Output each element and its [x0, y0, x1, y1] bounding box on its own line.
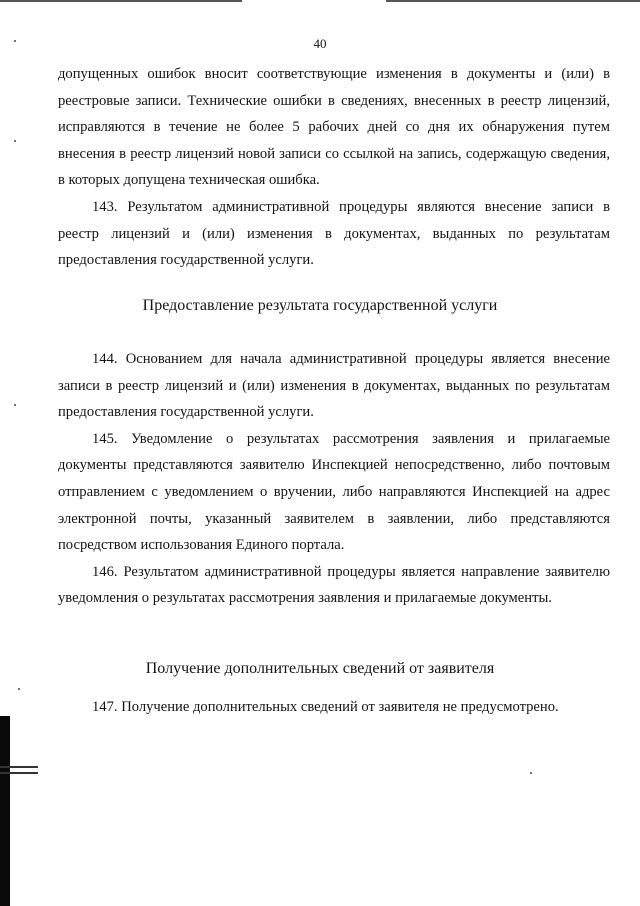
scan-speck [18, 688, 20, 690]
scan-artifact-left-bar [0, 716, 10, 906]
scan-artifact-left-rule-1 [0, 766, 38, 768]
scan-artifact-top-right [386, 0, 640, 2]
scan-speck [14, 140, 16, 142]
paragraph-143: 143. Результатом административной процедуры являются внесение записи в реестр лицензий и (или) изменения в документах, выданных по результатам предоставления государственной услуги. [58, 198, 610, 269]
section-heading-additional-info: Получение дополнительных сведений от заявителя [145, 660, 495, 677]
section-heading-result-provision: Предоставление результата государственной услуги [142, 297, 498, 314]
text-block-1 [58, 61, 610, 274]
paragraph-144: 144. Основанием для начала административной процедуры является внесение записи в реестр лицензий и (или) изменения в документах, выданных по результатам предоставления государственной услуги. [58, 351, 610, 421]
text-block-3 [58, 694, 610, 721]
paragraph-147: 147. Получение дополнительных сведений от заявителя не предусмотрено. [92, 699, 559, 715]
scan-artifact-left-rule-2 [0, 772, 38, 774]
paragraph-146: 146. Результатом административной процедуры является направление заявителю уведомления о результатах рассмотрения заявления и прилагаемые документы. [58, 563, 610, 607]
scan-artifact-top-left [0, 0, 242, 2]
paragraph-continuation: допущенных ошибок вносит соответствующие изменения в документы и (или) в реестровые записи. Технические ошибки в сведениях, внесенных в реестр лицензий, исправляются в течение не более 5 рабочих дней со дня их обнаружения путем внесения в реестр лицензий новой записи со ссылкой на запись, содержащую сведения, в которых допущена техническая ошибка. [58, 66, 610, 189]
scan-speck [530, 772, 532, 774]
page-number: 40 [313, 36, 327, 51]
paragraph-145: 145. Уведомление о результатах рассмотрения заявления и прилагаемые документы представляются заявителю Инспекцией непосредственно, либо почтовым отправлением с уведомлением о вручении, либо направляются Инспекцией на адрес электронной почты, указанный заявителем в заявлении, либо представляются посредством использования Единого портала. [58, 430, 610, 554]
text-block-2 [58, 346, 610, 612]
scan-speck [14, 404, 16, 406]
